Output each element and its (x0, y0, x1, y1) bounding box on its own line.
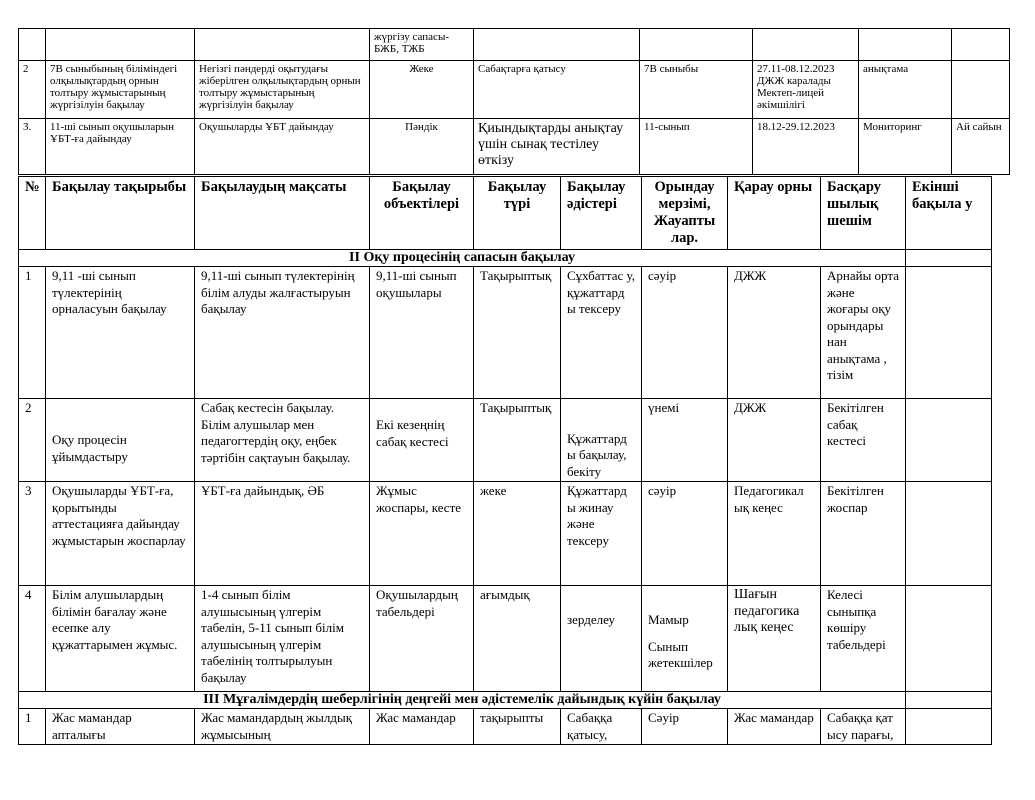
cell-decision: Ай сайын (952, 119, 1010, 175)
cell-num: 3 (19, 482, 46, 586)
cell-topic (46, 29, 195, 61)
cell-second (906, 482, 992, 586)
term-month: Мамыр (648, 612, 689, 627)
header-method: Бақылау әдістері (561, 177, 642, 250)
cell-term: 27.11-08.12.2023 ДЖЖ каралады Мектеп-лицей әкімшілігі (753, 61, 859, 119)
top-plan-table (18, 28, 1010, 175)
cell-object: 9,11-ші сынып оқушылары (370, 267, 474, 399)
cell-place: Шағын педагогика лық кеңес (728, 586, 821, 692)
cell-term: 18.12-29.12.2023 (753, 119, 859, 175)
cell-type: жеке (474, 482, 561, 586)
header-decision: Басқару шылық шешім (821, 177, 906, 250)
cell-topic: Оқушыларды ҰБТ-ға, қорытынды аттестацияға дайындау жұмыстарын жоспарлау (46, 482, 195, 586)
cell-num: 2 (19, 61, 46, 119)
section-empty (906, 692, 992, 709)
cell-place: анықтама (859, 61, 952, 119)
cell-place: Мониторинг (859, 119, 952, 175)
cell-second (906, 267, 992, 399)
cell-method: Құжаттард ы бақылау, бекіту (561, 399, 642, 482)
cell-method: Құжаттард ы жинау және тексеру (561, 482, 642, 586)
cell-goal: 9,11-ші сынып түлектерінің білім алуды жалғастыруын бақылау (195, 267, 370, 399)
cell-type: Қиындықтарды анықтау үшін сынақ тестілеу өткізу (474, 119, 640, 175)
cell-decision: Бекітілген жоспар (821, 482, 906, 586)
cell-decision (952, 61, 1010, 119)
cell-place: Педагогикал ық кеңес (728, 482, 821, 586)
cell-object: Жас мамандар (370, 709, 474, 745)
cell-topic: Оқу процесін ұйымдастыру (46, 399, 195, 482)
section-title: II Оқу процесінің сапасын бақылау (19, 250, 906, 267)
cell-num: 1 (19, 709, 46, 745)
cell-method: 11-сынып (640, 119, 753, 175)
cell-method: Сұхбаттас у, құжаттард ы тексеру (561, 267, 642, 399)
cell-term (642, 586, 728, 692)
cell-object: Оқушылардың табельдері (370, 586, 474, 692)
cell-term: сәуір (642, 267, 728, 399)
cell-topic: 9,11 -ші сынып түлектерінің орналасуын бақылау (46, 267, 195, 399)
cell-place (859, 29, 952, 61)
header-goal: Бақылаудың мақсаты (195, 177, 370, 250)
header-object: Бақылау объектілері (370, 177, 474, 250)
cell-method: 7В сыныбы (640, 61, 753, 119)
cell-goal: Жас мамандардың жылдық жұмысының (195, 709, 370, 745)
section-empty (906, 250, 992, 267)
cell-num: 4 (19, 586, 46, 692)
cell-goal: Оқушыларды ҰБТ дайындау (195, 119, 370, 175)
header-topic: Бақылау тақырыбы (46, 177, 195, 250)
header-place: Қарау орны (728, 177, 821, 250)
cell-goal: Негізгі пәндерді оқытудағы жіберілген олқылықтардың орнын толтыру жұмыстарының жүргізілуін бақылау (195, 61, 370, 119)
header-num: № (19, 177, 46, 250)
cell-object: Жеке (370, 61, 474, 119)
cell-second (906, 399, 992, 482)
cell-place: ДЖЖ (728, 267, 821, 399)
cell-type: ағымдық (474, 586, 561, 692)
cell-type: Тақырыптық (474, 267, 561, 399)
cell-num: 3. (19, 119, 46, 175)
top-row-2 (19, 61, 1010, 119)
section-title: III Мұғалімдердің шеберлігінің деңгейі мен әдістемелік дайындық күйін бақылау (19, 692, 906, 709)
cell-goal: Сабақ кестесін бақылау. Білім алушылар мен педагогтердің оқу, еңбек тәртібін сақтауын бақылау. (195, 399, 370, 482)
top-row-1 (19, 29, 1010, 61)
section-row (19, 692, 992, 709)
cell-type: тақырыпты (474, 709, 561, 745)
header-row (19, 177, 992, 250)
cell-type: Сабақтарға қатысу (474, 61, 640, 119)
table-row (19, 586, 992, 692)
cell-topic: 11-ші сынып оқушыларын ҰБТ-ға дайындау (46, 119, 195, 175)
cell-decision: Сабаққа қат ысу парағы, (821, 709, 906, 745)
header-term: Орындау мерзімі, Жауапты лар. (642, 177, 728, 250)
cell-place: Жас мамандар (728, 709, 821, 745)
cell-decision (952, 29, 1010, 61)
cell-goal: 1-4 сынып білім алушысының үлгерім табелін, 5-11 сынып білім алушысының үлгерім табелінің толтырылуын бақылау (195, 586, 370, 692)
table-row (19, 482, 992, 586)
cell-place: ДЖЖ (728, 399, 821, 482)
section-row (19, 250, 992, 267)
cell-topic: 7В сыныбының біліміндегі олқылықтардың орнын толтыру жұмыстарының жүргізілуін бақылау (46, 61, 195, 119)
cell-term: үнемі (642, 399, 728, 482)
cell-method: Сабаққа қатысу, (561, 709, 642, 745)
header-second: Екінші бақыла у (906, 177, 992, 250)
cell-num: 1 (19, 267, 46, 399)
cell-decision: Арнайы орта және жоғары оқу орындары нан анықтама , тізім (821, 267, 906, 399)
cell-term: Сәуір (642, 709, 728, 745)
cell-num: 2 (19, 399, 46, 482)
cell-method: зерделеу (561, 586, 642, 692)
cell-num (19, 29, 46, 61)
top-row-3 (19, 119, 1010, 175)
cell-object: Пәндік (370, 119, 474, 175)
cell-object: жүргізу сапасы-БЖБ, ТЖБ (370, 29, 474, 61)
cell-type (474, 29, 640, 61)
cell-decision: Бекітілген сабақ кестесі (821, 399, 906, 482)
cell-decision: Келесі сыныпқа көшіру табельдері (821, 586, 906, 692)
control-plan-table (18, 176, 992, 745)
cell-goal (195, 29, 370, 61)
cell-second (906, 709, 992, 745)
cell-topic: Жас мамандар апталығы (46, 709, 195, 745)
cell-second (906, 586, 992, 692)
table-row (19, 267, 992, 399)
term-responsible: Сынып жетекшілер (648, 638, 713, 670)
cell-term (753, 29, 859, 61)
cell-goal: ҰБТ-ға дайындық, ӘБ (195, 482, 370, 586)
cell-object: Екі кезеңнің сабақ кестесі (370, 399, 474, 482)
cell-topic: Білім алушылардың білімін бағалау және есепке алу құжаттарымен жұмыс. (46, 586, 195, 692)
cell-method (640, 29, 753, 61)
cell-term: сәуір (642, 482, 728, 586)
cell-type: Тақырыптық (474, 399, 561, 482)
table-row (19, 399, 992, 482)
table-row (19, 709, 992, 745)
header-type: Бақылау түрі (474, 177, 561, 250)
cell-object: Жұмыс жоспары, кесте (370, 482, 474, 586)
